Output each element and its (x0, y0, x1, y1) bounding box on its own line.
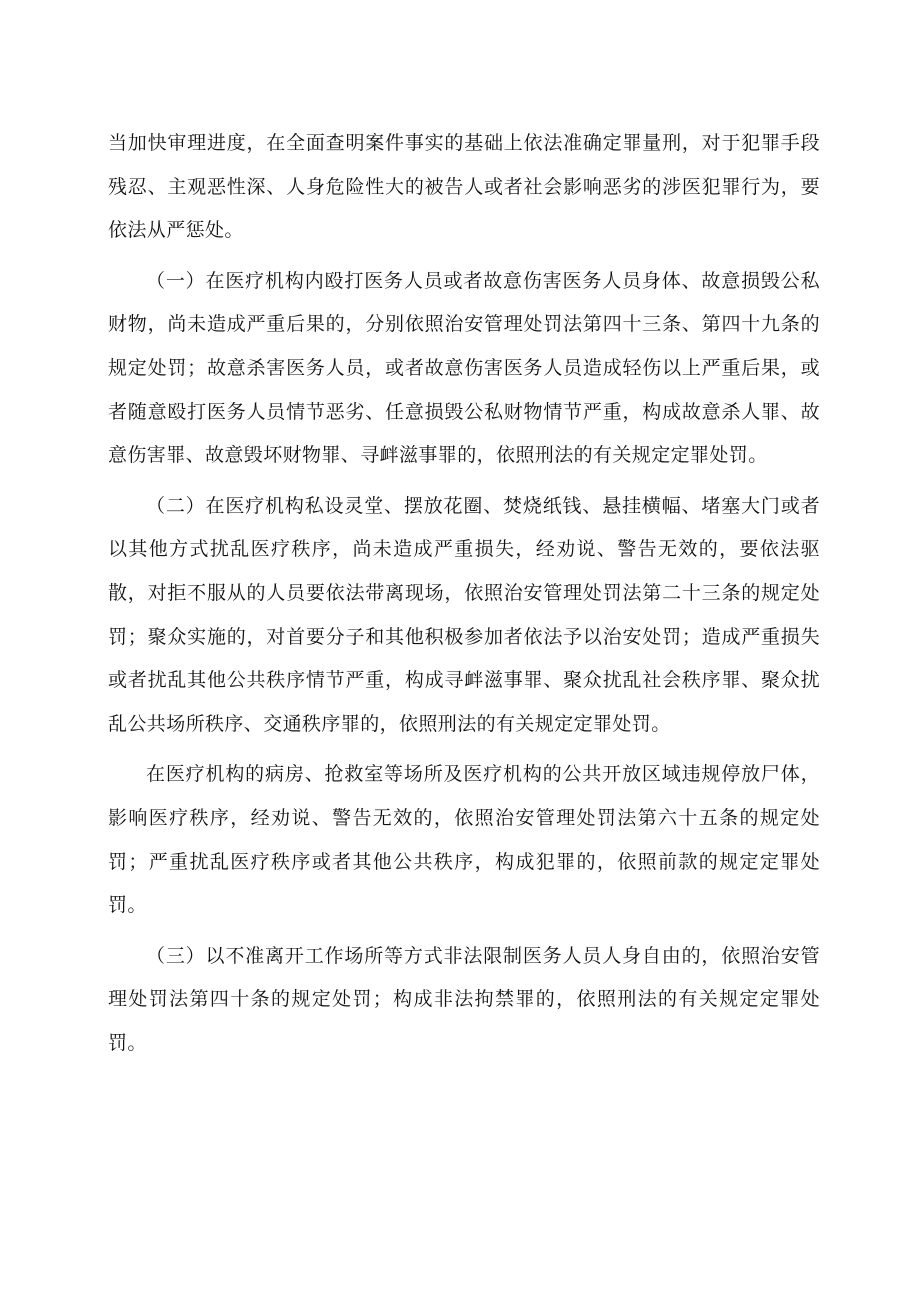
document-body (108, 122, 820, 1065)
paragraph-item-2: （二）在医疗机构私设灵堂、摆放花圈、焚烧纸钱、悬挂横幅、堵塞大门或者以其他方式扰乱医疗秩序，尚未造成严重损失，经劝说、警告无效的，要依法驱散，对拒不服从的人员要依法带离现场，依照治安管理处罚法第二十三条的规定处罚；聚众实施的，对首要分子和其他积极参加者依法予以治安处罚；造成严重损失或者扰乱其他公共秩序情节严重，构成寻衅滋事罪、聚众扰乱社会秩序罪、聚众扰乱公共场所秩序、交通秩序罪的，依照刑法的有关规定定罪处罚。 (108, 494, 820, 735)
paragraph-item-3: （三）以不准离开工作场所等方式非法限制医务人员人身自由的，依照治安管理处罚法第四十条的规定处罚；构成非法拘禁罪的，依照刑法的有关规定定罪处罚。 (108, 944, 820, 1054)
paragraph-item-1: （一）在医疗机构内殴打医务人员或者故意伤害医务人员身体、故意损毁公私财物，尚未造成严重后果的，分别依照治安管理处罚法第四十三条、第四十九条的规定处罚；故意杀害医务人员，或者故意伤害医务人员造成轻伤以上严重后果，或者随意殴打医务人员情节恶劣、任意损毁公私财物情节严重，构成故意杀人罪、故意伤害罪、故意毁坏财物罪、寻衅滋事罪的，依照刑法的有关规定定罪处罚。 (108, 269, 820, 467)
paragraph-item-2-supplement: 在医疗机构的病房、抢救室等场所及医疗机构的公共开放区域违规停放尸体，影响医疗秩序，经劝说、警告无效的，依照治安管理处罚法第六十五条的规定处罚；严重扰乱医疗秩序或者其他公共秩序，构成犯罪的，依照前款的规定定罪处罚。 (108, 763, 820, 917)
paragraph-continuation: 当加快审理进度，在全面查明案件事实的基础上依法准确定罪量刑，对于犯罪手段残忍、主观恶性深、人身危险性大的被告人或者社会影响恶劣的涉医犯罪行为，要依法从严惩处。 (108, 132, 820, 242)
